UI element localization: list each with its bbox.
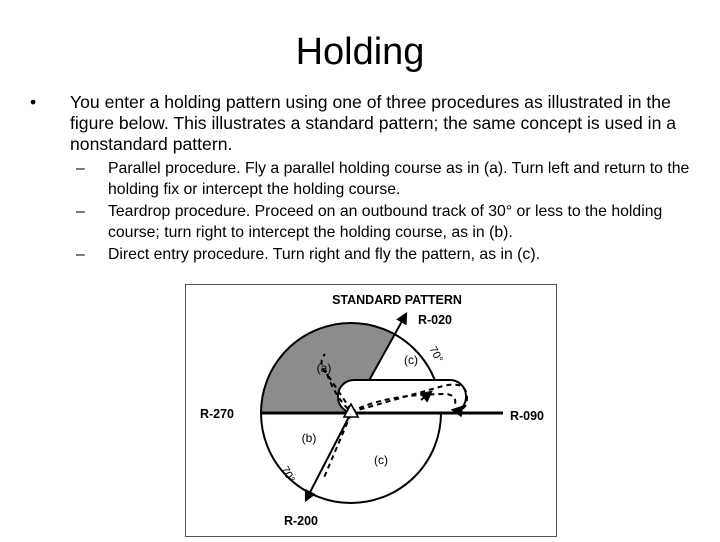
slide-title: Holding xyxy=(295,31,425,73)
sector-label-a: (a) xyxy=(316,361,332,375)
angle-label-upper: 70° xyxy=(426,344,445,365)
sub-bullet-list xyxy=(30,159,705,266)
radial-label-east: R-090 xyxy=(509,409,545,423)
sub-bullet-mark: – xyxy=(76,203,85,220)
sub-bullet-teardrop xyxy=(76,202,705,243)
sub-bullet-mark: – xyxy=(76,246,85,263)
sector-label-c-lower: (c) xyxy=(374,453,388,467)
holding-diagram xyxy=(185,284,557,537)
angle-label-lower: 70° xyxy=(278,464,297,485)
sub-bullet-text: Direct entry procedure. Turn right and fly the pattern, as in (c). xyxy=(108,246,540,263)
bullet-item xyxy=(30,92,705,155)
bullet-text: You enter a holding pattern using one of three procedures as illustrated in the figure below. This illustrates a standard pattern; the same concept is used in a nonstandard pattern. xyxy=(70,92,677,154)
holding-pattern-figure xyxy=(185,284,557,537)
sub-bullet-direct xyxy=(76,245,705,266)
sector-label-c-upper: (c) xyxy=(404,353,418,367)
bullet-list xyxy=(30,92,705,268)
sector-label-b: (b) xyxy=(301,431,317,445)
sub-bullet-mark: – xyxy=(76,160,85,177)
bullet-mark: • xyxy=(30,92,37,112)
figure-heading: STANDARD PATTERN xyxy=(332,293,462,307)
sub-bullet-text: Teardrop procedure. Proceed on an outbound track of 30° or less to the holding course; turn right to intercept the holding course, as in (b). xyxy=(108,203,663,241)
radial-label-south: R-200 xyxy=(283,514,319,528)
radial-label-north: R-020 xyxy=(417,313,453,327)
radial-label-west: R-270 xyxy=(199,407,235,421)
sub-bullet-text: Parallel procedure. Fly a parallel holding course as in (a). Turn left and return to the holding fix or intercept the holding course. xyxy=(108,160,690,198)
sub-bullet-parallel xyxy=(76,159,705,200)
